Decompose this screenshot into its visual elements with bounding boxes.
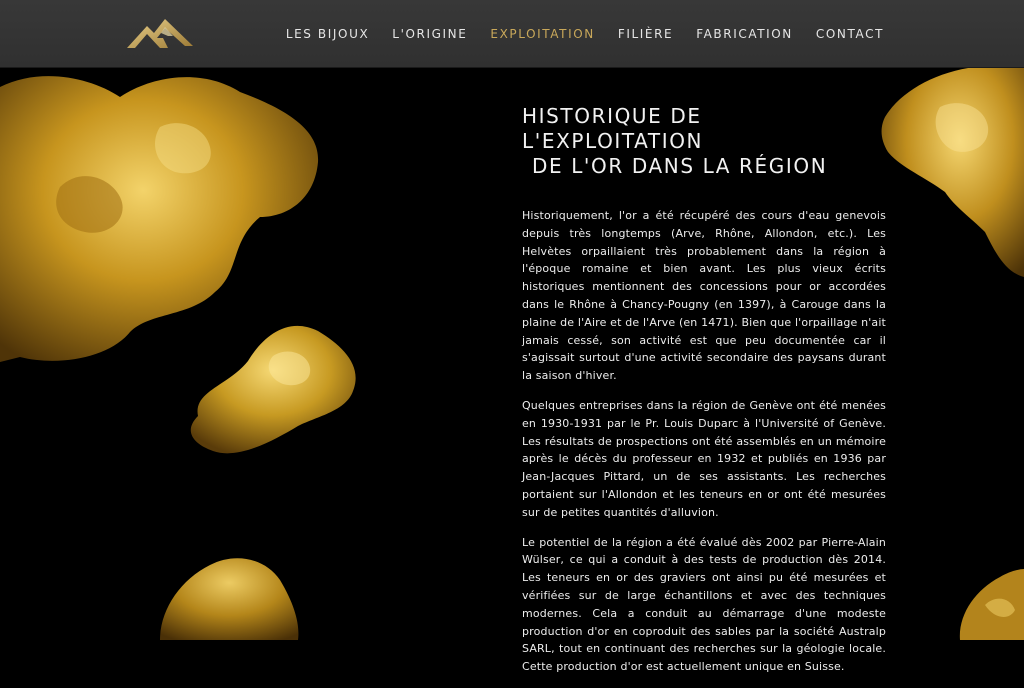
- nav-filiere[interactable]: FILIÈRE: [617, 26, 674, 41]
- gold-nugget-small-image: [178, 316, 364, 460]
- paragraph-duparc: Quelques entreprises dans la région de Genève ont été menées en 1930-1931 par le Pr. Louis Duparc à l'Université of Genève. Les résultats de prospections ont été assemblés en un mémoire après le décès du professeur en 1932 et publiés en 1936 par Jean-Jacques Pittard, un de ses assistants. Les recherches portaient sur l'Allondon et les teneurs en or ont été mesurées sur de petites quantités d'alluvion.: [522, 398, 886, 519]
- main-nav: [263, 0, 884, 67]
- paragraph-production: Le potentiel de la région a été évalué dès 2002 par Pierre-Alain Wülser, ce qui a conduit à des tests de production dès 2014. Les teneurs en or des graviers ont ainsi pu été mesurées et vérifiées sur de large échantillons et avec des techniques modernes. Cela a conduit au démarrage d'une modeste production d'or en coproduit des sables par la société Australp SARL, tout en continuant des recherches sur la géologie locale. Cette production d'or est actuellement unique en Suisse.: [522, 535, 886, 674]
- nav-l-origine[interactable]: L'ORIGINE: [392, 26, 468, 41]
- gold-nugget-bottom-image: [150, 550, 300, 640]
- site-header: [0, 0, 1024, 68]
- mountain-logo-icon[interactable]: [127, 16, 193, 50]
- nav-fabrication[interactable]: FABRICATION: [696, 26, 793, 41]
- main-content: [522, 104, 886, 688]
- nav-les-bijoux[interactable]: LES BIJOUX: [285, 26, 370, 41]
- page-title: [522, 104, 886, 179]
- page-title-line-1: HISTORIQUE DE L'EXPLOITATION: [522, 104, 704, 153]
- gold-nugget-bottom-right-image: [950, 565, 1024, 640]
- nav-exploitation[interactable]: EXPLOITATION: [490, 26, 595, 41]
- page-title-line-2: DE L'OR DANS LA RÉGION: [532, 154, 828, 178]
- gold-nugget-right-image: [880, 67, 1024, 277]
- paragraph-history: Historiquement, l'or a été récupéré des cours d'eau genevois depuis très longtemps (Arve, Rhône, Allondon, etc.). Les Helvètes orpaillaient très probablement dans la région à l'époque romaine et bien avant. Les plus vieux écrits historiques mentionnent des concessions pour or accordées dans le Rhône à Chancy-Pougny (en 1397), à Carouge dans la plaine de l'Aire et de l'Arve (en 1471). Bien que l'orpaillage n'ait jamais cessé, son activité est que peu documentée car il s'agissait surtout d'une activité secondaire des paysans durant la saison d'hiver.: [522, 209, 886, 383]
- nav-contact[interactable]: CONTACT: [815, 26, 884, 41]
